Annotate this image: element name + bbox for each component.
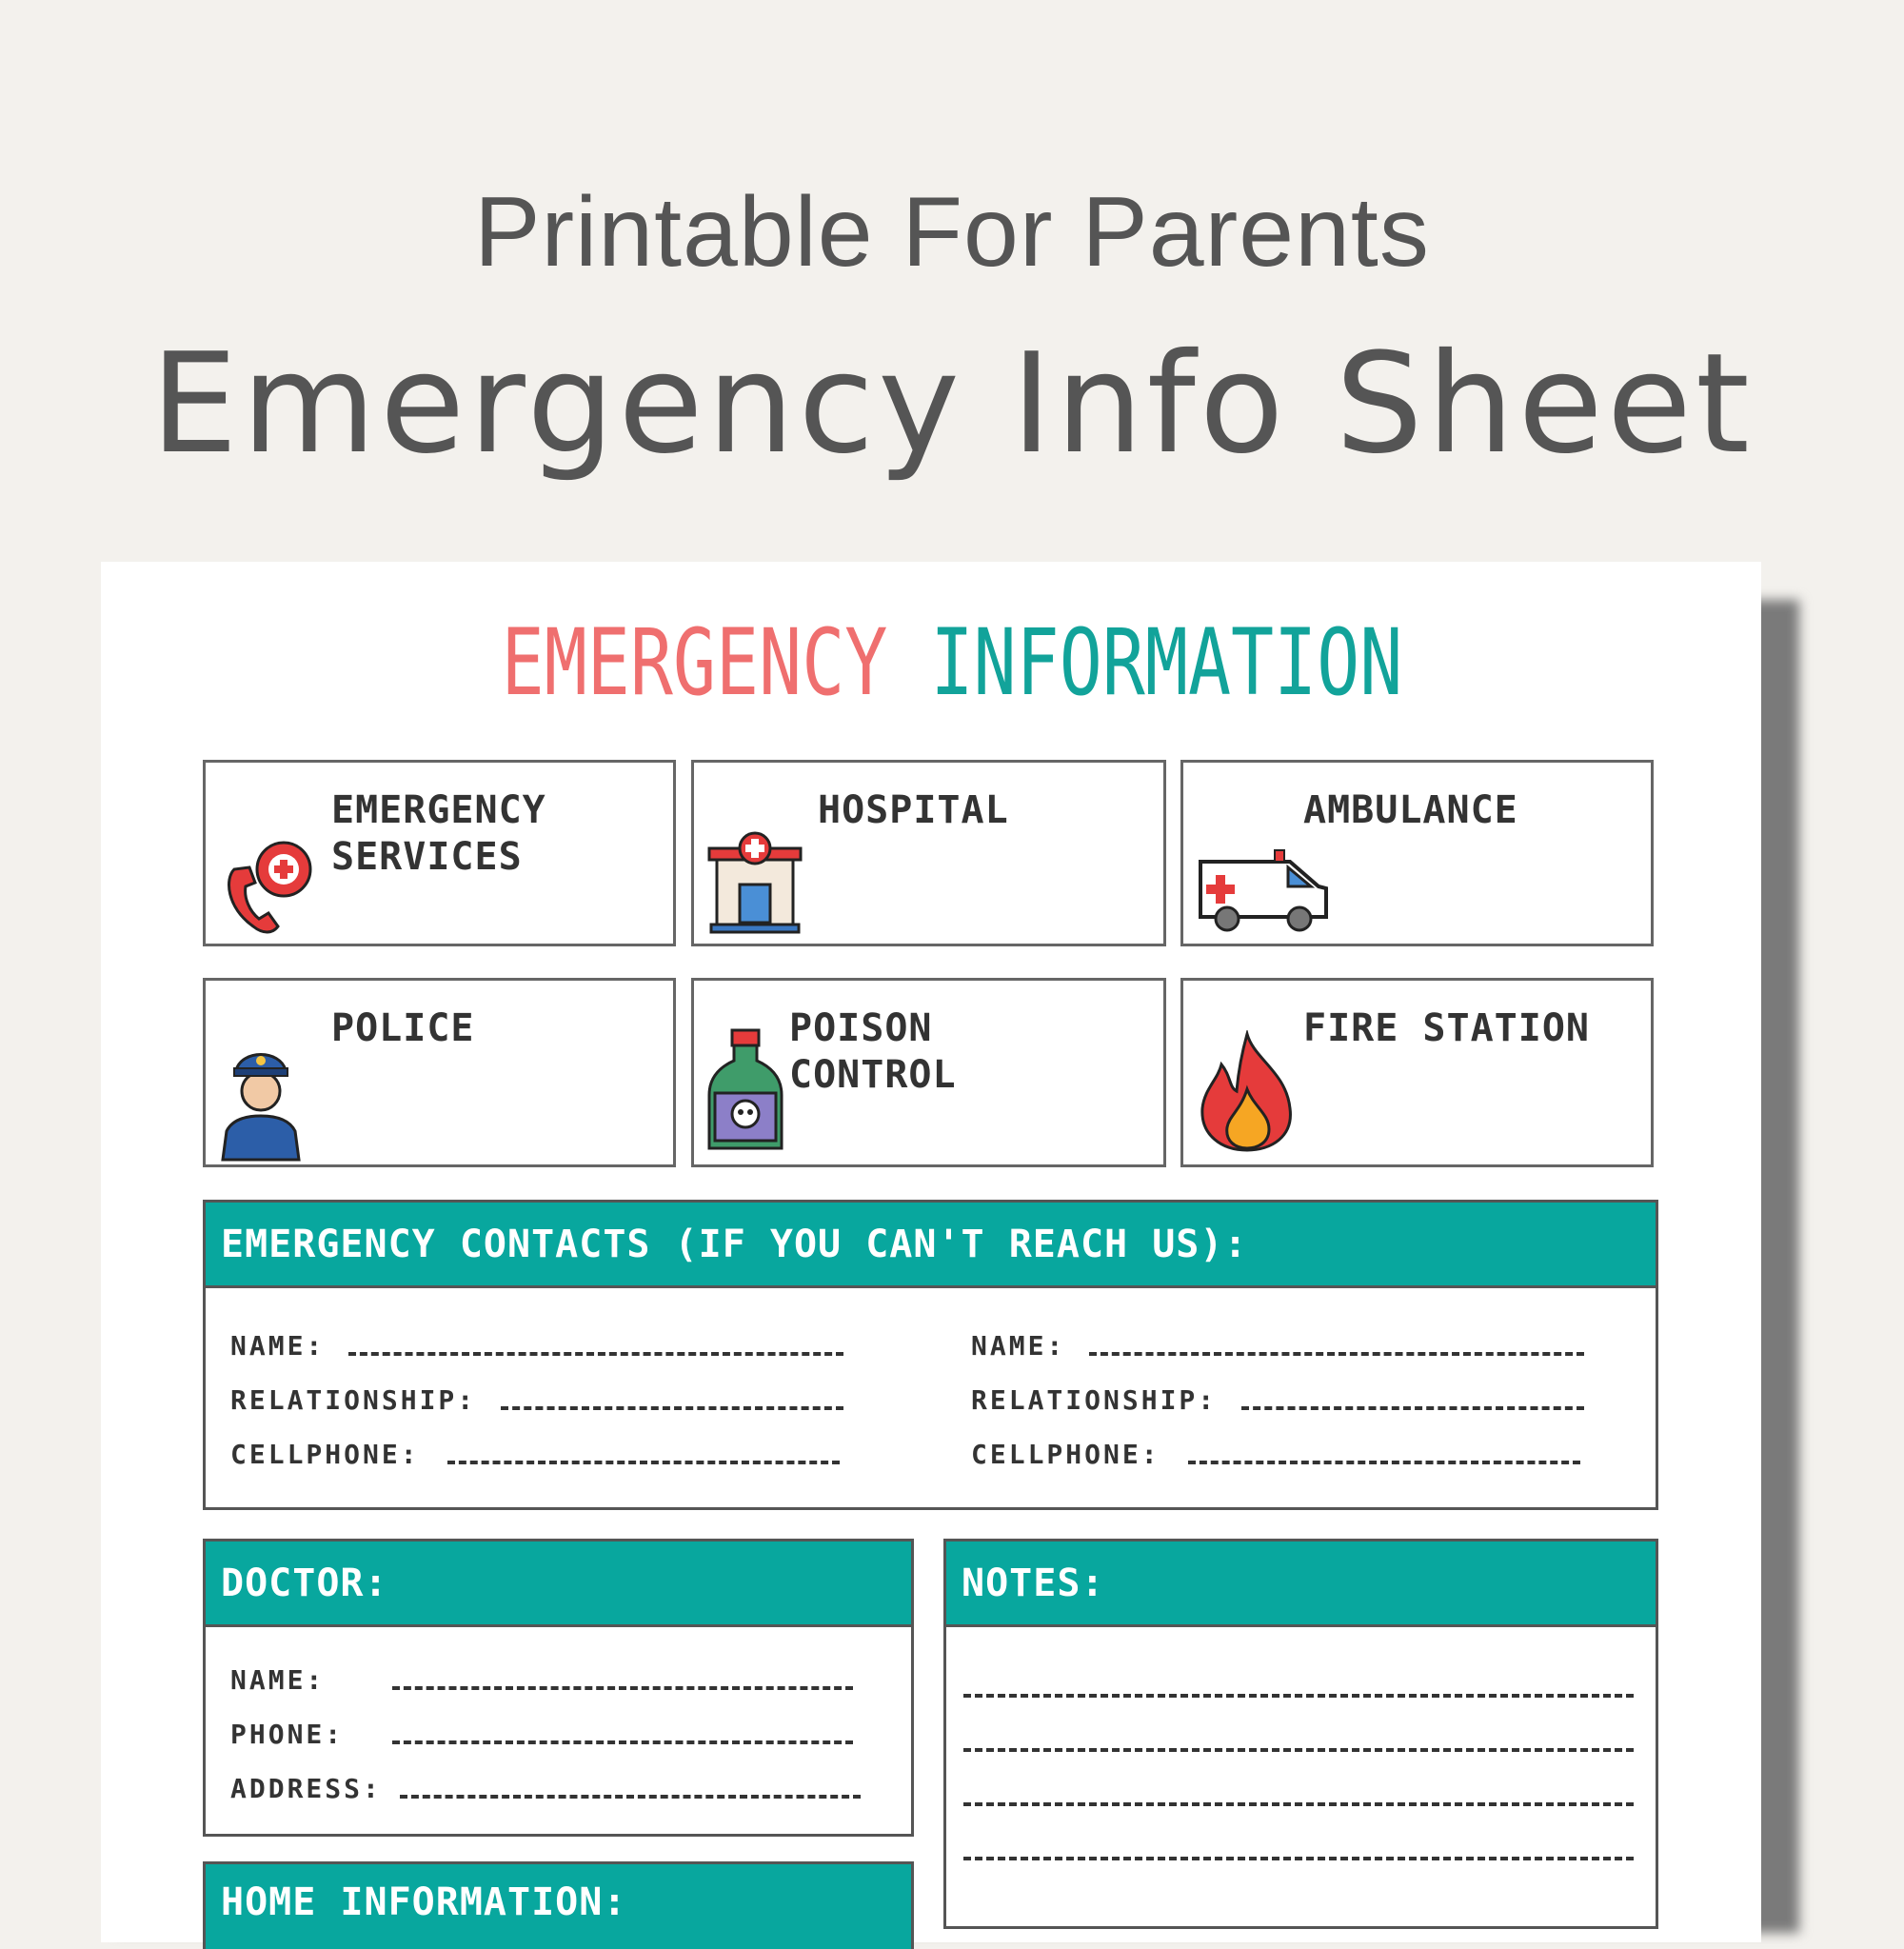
page-title: Emergency Info Sheet: [150, 324, 1754, 485]
contact1-name-label: NAME:: [230, 1330, 326, 1362]
contact1-relationship-line[interactable]: [501, 1406, 843, 1410]
contact1-name-line[interactable]: [348, 1352, 843, 1356]
contact1-relationship-label: RELATIONSHIP:: [230, 1384, 477, 1416]
box-ambulance: [1180, 760, 1654, 946]
box-label: FIRE STATION: [1303, 1006, 1590, 1050]
contact2-relationship-line[interactable]: [1241, 1406, 1584, 1410]
doctor-phone-line[interactable]: [392, 1740, 853, 1744]
notes-line[interactable]: [963, 1748, 1634, 1752]
notes-panel: [943, 1624, 1658, 1929]
contact2-name-line[interactable]: [1089, 1352, 1584, 1356]
doctor-phone-label: PHONE:: [230, 1719, 345, 1750]
box-label: HOSPITAL: [818, 788, 1009, 832]
notes-heading: NOTES:: [943, 1539, 1658, 1626]
box-label: POLICE: [331, 1006, 475, 1050]
home-info-heading: HOME INFORMATION:: [203, 1861, 914, 1949]
doctor-address-label: ADDRESS:: [230, 1773, 382, 1804]
phone-medical-icon: [215, 831, 320, 942]
ambulance-icon: [1195, 820, 1338, 942]
contact2-cellphone-line[interactable]: [1188, 1461, 1580, 1464]
contact2-name-label: NAME:: [971, 1330, 1066, 1362]
box-police: [203, 978, 676, 1167]
box-emergency-services: [203, 760, 676, 946]
police-officer-icon: [213, 1028, 308, 1165]
contact2-cellphone-label: CELLPHONE:: [971, 1439, 1160, 1470]
doctor-address-line[interactable]: [400, 1795, 861, 1799]
box-label: AMBULANCE: [1303, 788, 1518, 832]
box-poison-control: [691, 978, 1166, 1167]
notes-line[interactable]: [963, 1694, 1634, 1698]
box-hospital: [691, 760, 1166, 946]
contacts-heading: EMERGENCY CONTACTS (IF YOU CAN'T REACH US):: [203, 1200, 1658, 1287]
poison-bottle-icon: [705, 1026, 785, 1158]
sheet-title-part2: INFORMATION: [930, 609, 1403, 716]
contact1-cellphone-line[interactable]: [447, 1461, 840, 1464]
box-label: EMERGENCY SERVICES: [331, 788, 546, 879]
hospital-icon: [707, 825, 803, 940]
notes-line[interactable]: [963, 1802, 1634, 1806]
sheet-title-part1: EMERGENCY: [501, 609, 888, 716]
contact1-cellphone-label: CELLPHONE:: [230, 1439, 420, 1470]
notes-line[interactable]: [963, 1857, 1634, 1860]
box-label: POISON CONTROL: [789, 1006, 957, 1097]
sheet-title: [209, 609, 1695, 716]
fire-icon: [1195, 1030, 1299, 1158]
doctor-name-label: NAME:: [230, 1664, 326, 1696]
page-subtitle: Printable For Parents: [474, 177, 1430, 288]
doctor-name-line[interactable]: [392, 1686, 853, 1690]
contact2-relationship-label: RELATIONSHIP:: [971, 1384, 1218, 1416]
doctor-heading: DOCTOR:: [203, 1539, 914, 1626]
box-fire-station: [1180, 978, 1654, 1167]
